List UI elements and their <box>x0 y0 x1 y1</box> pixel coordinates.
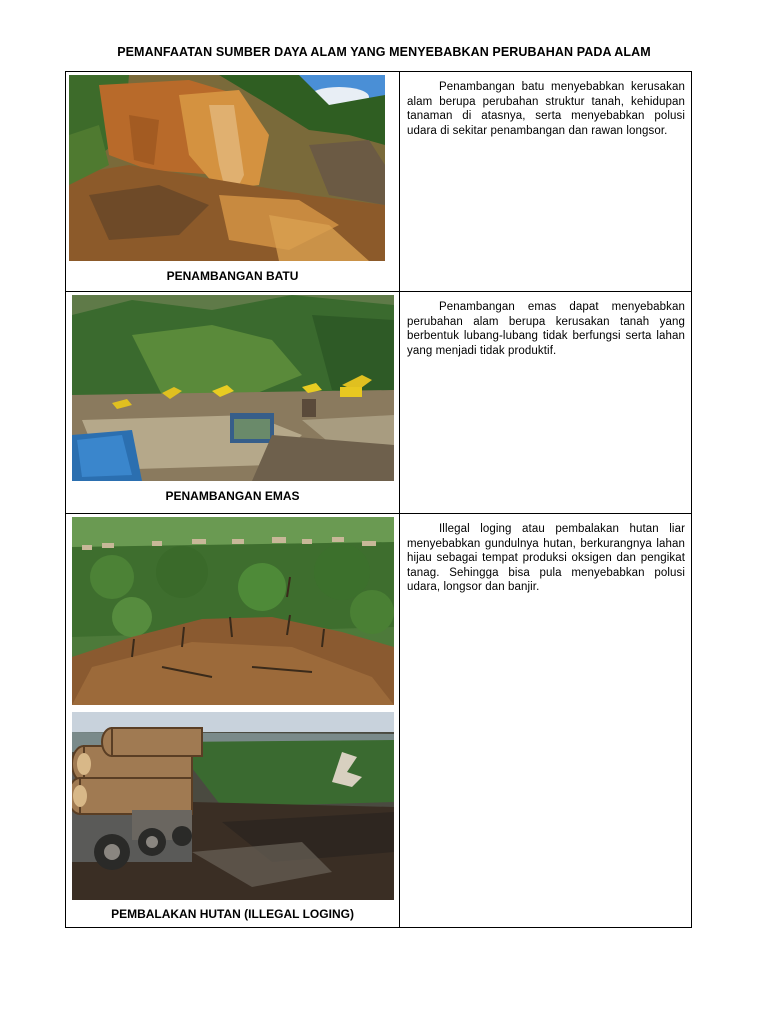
document-title: PEMANFAATAN SUMBER DAYA ALAM YANG MENYEBABKAN PERUBAHAN PADA ALAM <box>117 45 651 59</box>
row-caption: PEMBALAKAN HUTAN (ILLEGAL LOGING) <box>111 907 354 921</box>
gold-mining-photo <box>72 295 394 481</box>
image-cell <box>66 72 400 292</box>
text-cell <box>400 514 692 928</box>
table-row <box>66 514 692 928</box>
stone-quarry-photo <box>69 75 385 261</box>
row-description: Illegal loging atau pembalakan hutan liar menyebabkan gundulnya hutan, berkurangnya lahan hijau sebagai tempat produksi oksigen dan pengikat tanag. Sehingga bisa pula menyebabkan polusi udara, longsor dan banjir. <box>407 523 685 594</box>
row-caption: PENAMBANGAN EMAS <box>165 489 300 503</box>
text-cell <box>400 72 692 292</box>
content-table <box>65 71 692 928</box>
image-cell <box>66 292 400 514</box>
table-row <box>66 292 692 514</box>
row-caption: PENAMBANGAN BATU <box>166 269 299 283</box>
logging-truck-photo <box>72 712 394 900</box>
row-description: Penambangan emas dapat menyebabkan perubahan alam berupa kerusakan tanah yang berbentuk lubang-lubang tidak berfungsi serta lahan yang menjadi tidak produktif. <box>407 301 685 357</box>
table-row <box>66 72 692 292</box>
text-cell <box>400 292 692 514</box>
deforested-hill-photo <box>72 517 394 705</box>
image-cell <box>66 514 400 928</box>
row-description: Penambangan batu menyebabkan kerusakan alam berupa perubahan struktur tanah, kehidupan tanaman di atasnya, serta menyebabkan polusi udara di sekitar penambangan dan rawan longsor. <box>407 81 685 137</box>
